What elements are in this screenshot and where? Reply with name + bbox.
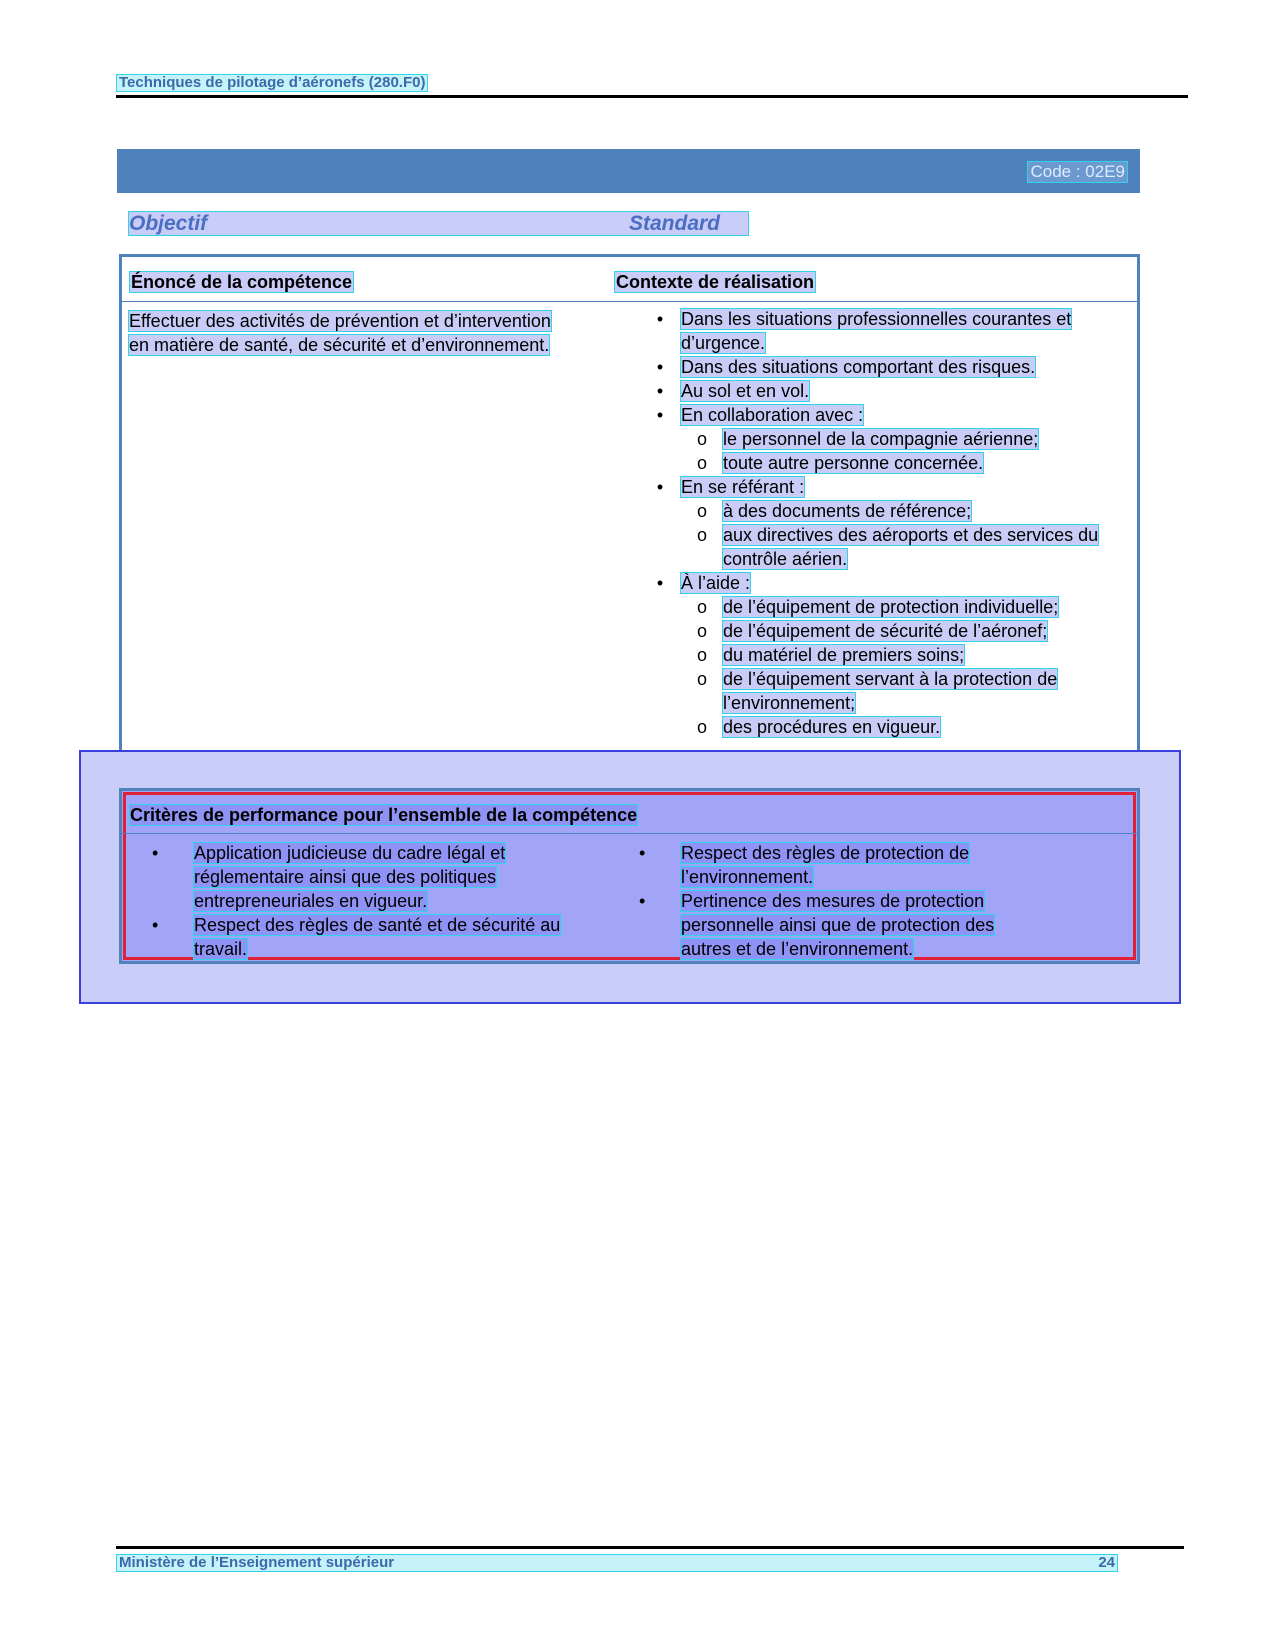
- hollow-bullet-icon: o: [696, 717, 707, 737]
- bullet-icon: •: [656, 357, 664, 377]
- bullet-icon: •: [639, 891, 646, 911]
- footer: [116, 1554, 1118, 1572]
- criteria-right-column: [639, 841, 1039, 961]
- hollow-bullet-icon: o: [696, 597, 707, 617]
- criterion-item: [639, 841, 1039, 889]
- objective-standard-header: [128, 211, 749, 236]
- statement-line: Effectuer des activités de prévention et d’intervention: [129, 311, 551, 331]
- hollow-bullet-icon: o: [696, 669, 707, 689]
- competency-code: Code : 02E9: [1027, 161, 1128, 183]
- context-item-text: le personnel de la compagnie aérienne;: [723, 429, 1039, 449]
- context-item: [639, 715, 1109, 739]
- bullet-icon: •: [656, 309, 664, 329]
- competency-code-banner: [117, 149, 1140, 193]
- context-item: [639, 355, 1109, 379]
- page-number: 24: [1098, 1554, 1115, 1571]
- context-item: [639, 427, 1109, 451]
- context-item: [639, 379, 1109, 403]
- context-item-text: toute autre personne concernée.: [723, 453, 984, 473]
- context-item: [639, 571, 1109, 595]
- criterion-text: Pertinence des mesures de protection personnelle ainsi que de protection des autres et de l’environnement.: [681, 891, 995, 959]
- context-item: [639, 643, 1109, 667]
- statement-heading: Énoncé de la compétence: [131, 272, 353, 292]
- context-item-text: En collaboration avec :: [681, 405, 864, 425]
- objective-heading: Objectif: [129, 212, 208, 235]
- context-item: [639, 667, 1109, 715]
- bullet-icon: •: [152, 915, 159, 935]
- bullet-icon: •: [656, 381, 664, 401]
- performance-criteria-table: [119, 788, 1140, 964]
- context-item-text: Dans des situations comportant des risques.: [681, 357, 1036, 377]
- context-heading: Contexte de réalisation: [616, 272, 815, 292]
- competence-table: [119, 254, 1140, 772]
- hollow-bullet-icon: o: [696, 501, 707, 521]
- hollow-bullet-icon: o: [696, 525, 707, 545]
- criteria-rule: [122, 833, 1137, 834]
- bullet-icon: •: [639, 843, 646, 863]
- context-item: [639, 403, 1109, 427]
- bullet-icon: •: [656, 477, 664, 497]
- context-item-text: Dans les situations professionnelles courantes et d’urgence.: [681, 309, 1072, 353]
- context-item-text: de l’équipement servant à la protection de l’environnement;: [723, 669, 1058, 713]
- context-item-text: de l’équipement de protection individuelle;: [723, 597, 1059, 617]
- competence-statement: [129, 309, 684, 357]
- context-item: [639, 595, 1109, 619]
- context-item-text: des procédures en vigueur.: [723, 717, 941, 737]
- hollow-bullet-icon: o: [696, 645, 707, 665]
- context-item: [639, 451, 1109, 475]
- criterion-text: Application judicieuse du cadre légal et réglementaire ainsi que des politiques entrepreneuriales en vigueur.: [194, 843, 506, 911]
- header-rule: [116, 95, 1188, 98]
- context-item: [639, 499, 1109, 523]
- context-item: [639, 523, 1109, 571]
- context-item-text: du matériel de premiers soins;: [723, 645, 965, 665]
- criterion-text: Respect des règles de santé et de sécurité au travail.: [194, 915, 561, 959]
- criterion-item: [639, 889, 1039, 961]
- criterion-item: [122, 913, 602, 961]
- context-item: [639, 619, 1109, 643]
- hollow-bullet-icon: o: [696, 429, 707, 449]
- criterion-text: Respect des règles de protection de l’environnement.: [681, 843, 970, 887]
- hollow-bullet-icon: o: [696, 621, 707, 641]
- footer-ministry: Ministère de l’Enseignement supérieur: [119, 1554, 395, 1571]
- context-item-text: Au sol et en vol.: [681, 381, 810, 401]
- context-item-text: En se référant :: [681, 477, 805, 497]
- context-item: [639, 307, 1109, 355]
- criteria-title: Critères de performance pour l’ensemble de la compétence: [130, 805, 638, 825]
- criteria-left-column: [122, 841, 602, 961]
- context-item-text: de l’équipement de sécurité de l’aéronef;: [723, 621, 1048, 641]
- running-header: Techniques de pilotage d’aéronefs (280.F0): [116, 74, 428, 92]
- criterion-item: [122, 841, 602, 913]
- footer-rule: [116, 1546, 1184, 1549]
- hollow-bullet-icon: o: [696, 453, 707, 473]
- context-item-text: à des documents de référence;: [723, 501, 972, 521]
- bullet-icon: •: [656, 405, 664, 425]
- context-item-text: À l’aide :: [681, 573, 751, 593]
- context-item-text: aux directives des aéroports et des services du contrôle aérien.: [723, 525, 1099, 569]
- context-list: [639, 307, 1109, 739]
- context-item: [639, 475, 1109, 499]
- bullet-icon: •: [152, 843, 159, 863]
- bullet-icon: •: [656, 573, 664, 593]
- statement-line: en matière de santé, de sécurité et d’environnement.: [129, 335, 550, 355]
- standard-heading: Standard: [629, 212, 721, 235]
- table-header-rule: [122, 301, 1137, 302]
